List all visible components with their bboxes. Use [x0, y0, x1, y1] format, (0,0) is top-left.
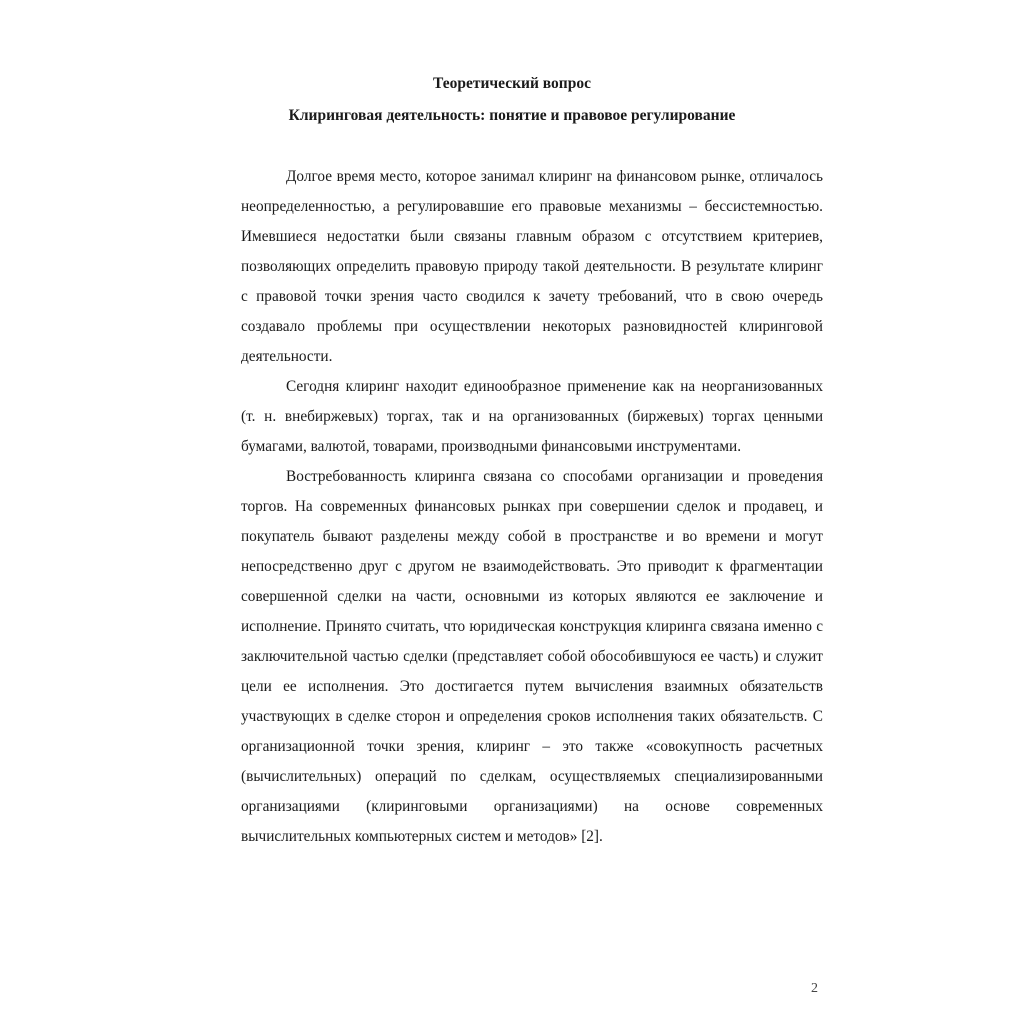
document-subtitle: Клиринговая деятельность: понятие и правовое регулирование: [288, 107, 736, 124]
paragraph-1: Долгое время место, которое занимал клиринг на финансовом рынке, отличалось неопределенностью, а регулировавшие его правовые механизмы – бессистемностью. Имевшиеся недостатки были связаны главным образом с отсутствием критериев, позволяющих определить правовую природу такой деятельности. В результате клиринг с правовой точки зрения часто сводился к зачету требований, что в свою очередь создавало проблемы при осуществлении некоторых разновидностей клиринговой деятельности.: [241, 168, 823, 365]
document-title: Теоретический вопрос: [433, 75, 591, 92]
paragraph-2: Сегодня клиринг находит единообразное применение как на неорганизованных (т. н. внебиржевых) торгах, так и на организованных (биржевых) торгах ценными бумагами, валютой, товарами, производными финансовыми инструментами.: [241, 378, 823, 455]
document-body: [241, 162, 823, 852]
paragraph-3: Востребованность клиринга связана со способами организации и проведения торгов. На современных финансовых рынках при совершении сделок и продавец, и покупатель бывают разделены между собой в пространстве и во времени и могут непосредственно друг с другом не взаимодействовать. Это приводит к фрагментации совершенной сделки на части, основными из которых являются ее заключение и исполнение. Принято считать, что юридическая конструкция клиринга связана именно с заключительной частью сделки (представляет собой обособившуюся ее часть) и служит цели ее исполнения. Это достигается путем вычисления взаимных обязательств участвующих в сделке сторон и определения сроков исполнения таких обязательств. С организационной точки зрения, клиринг – это также «совокупность расчетных (вычислительных) операций по сделкам, осуществляемых специализированными организациями (клиринговыми организациями) на основе современных вычислительных компьютерных систем и методов» [2].: [241, 468, 823, 845]
page-number: 2: [811, 981, 818, 996]
